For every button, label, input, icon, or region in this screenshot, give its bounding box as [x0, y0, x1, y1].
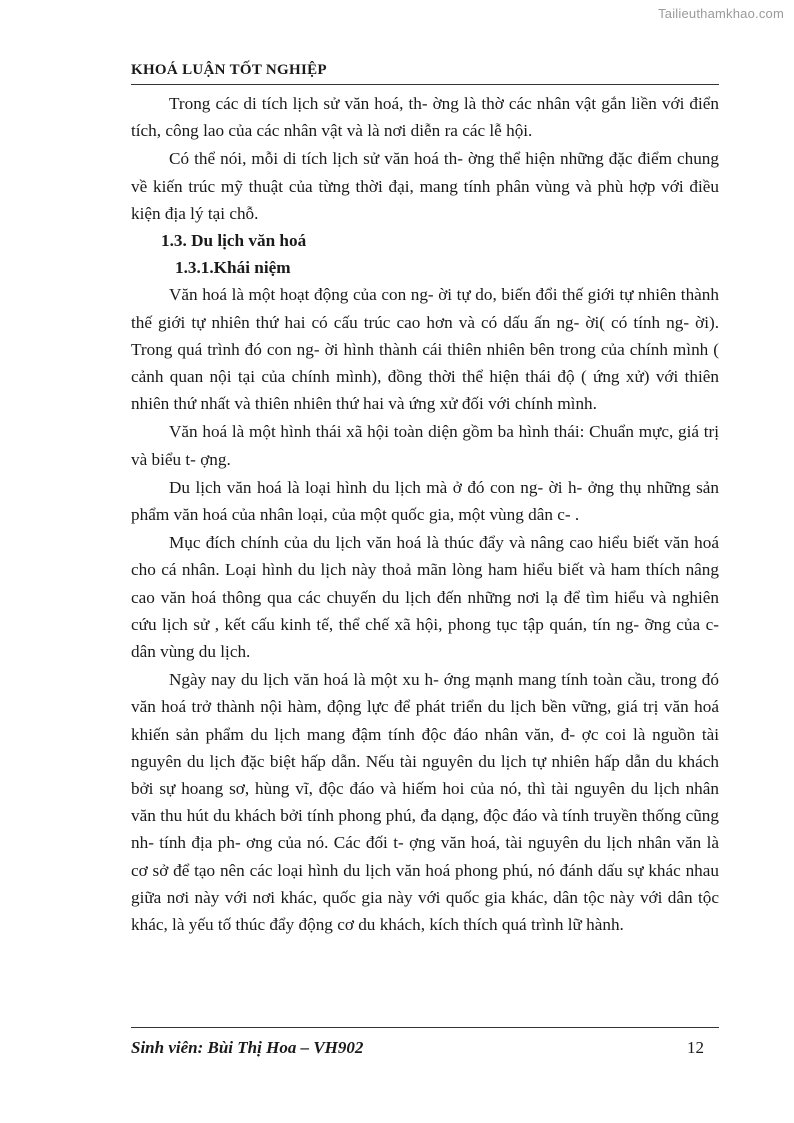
watermark-text: Tailieuthamkhao.com [658, 6, 784, 21]
paragraph-1: Trong các di tích lịch sử văn hoá, th- ờng là thờ các nhân vật gắn liền với điển tích, công lao của các nhân vật và là nơi diễn ra các lễ hội. [131, 94, 719, 141]
page-body [131, 90, 719, 938]
paragraph-4: Văn hoá là một hình thái xã hội toàn diện gồm ba hình thái: Chuẩn mực, giá trị và biểu t- ợng. [131, 422, 719, 469]
subsection-heading-1-3-1: 1.3.1.Khái niệm [175, 258, 291, 278]
page-number: 12 [687, 1038, 704, 1057]
paragraph-2: Có thể nói, mỗi di tích lịch sử văn hoá th- ờng thể hiện những đặc điểm chung về kiến trúc mỹ thuật của từng thời đại, mang tính phân vùng và phù hợp với điều kiện địa lý tại chỗ. [131, 149, 719, 223]
paragraph-3: Văn hoá là một hoạt động của con ng- ời tự do, biến đổi thế giới tự nhiên thành thế giới tự nhiên thứ hai có cấu trúc cao hơn và có dấu ấn ng- ời( có tính ng- ời). Trong quá trình đó con ng- ời hình thành cái thiên nhiên bên trong của chính mình ( cảnh quan nội tại của chính mình), đồng thời thể hiện thái độ ( ứng xử) với thiên nhiên thứ nhất và thiên nhiên thứ hai và ứng xử đối với chính mình. [131, 285, 719, 414]
running-header-title: KHOÁ LUẬN TỐT NGHIỆP [131, 62, 327, 78]
paragraph-5: Du lịch văn hoá là loại hình du lịch mà ở đó con ng- ời h- ởng thụ những sản phẩm văn hoá của nhân loại, của một quốc gia, một vùng dân c- . [131, 477, 719, 525]
header-divider [131, 84, 719, 85]
paragraph-6: Mục đích chính của du lịch văn hoá là thúc đẩy và nâng cao hiểu biết văn hoá cho cá nhân. Loại hình du lịch này thoả mãn lòng ham hiểu biết và ham thích nâng cao văn hoá thông qua các chuyến du lịch đến những nơi lạ để tìm hiểu và nghiên cứu lịch sử , kết cấu kinh tế, thể chế xã hội, phong tục tập quán, tín ng- ỡng của c- dân vùng du lịch. [131, 533, 719, 662]
footer-student-name: Sinh viên: Bùi Thị Hoa – VH902 [131, 1038, 364, 1057]
section-heading-1-3: 1.3. Du lịch văn hoá [161, 231, 307, 251]
footer-divider [131, 1027, 719, 1028]
paragraph-7: Ngày nay du lịch văn hoá là một xu h- ớng mạnh mang tính toàn cầu, trong đó văn hoá trở thành nội hàm, động lực để phát triển du lịch bền vững, giá trị văn hoá khiến sản phẩm du lịch mang đậm tính độc đáo nhân văn, đ- ợc coi là nguồn tài nguyên du lịch đặc biệt hấp dẫn. Nếu tài nguyên du lịch tự nhiên hấp dẫn du khách bởi sự hoang sơ, hùng vĩ, độc đáo và hiếm hoi của nó, thì tài nguyên du lịch nhân văn thu hút du khách bởi tính phong phú, đa dạng, độc đáo và tính truyền thống cũng nh- tính địa ph- ơng của nó. Các đối t- ợng văn hoá, tài nguyên du lịch nhân văn là cơ sở để tạo nên các loại hình du lịch văn hoá phong phú, nó đánh dấu sự khác nhau giữa nơi này với nơi khác, quốc gia này với quốc gia khác, dân tộc này với dân tộc khác, là yếu tố thúc đẩy động cơ du khách, kích thích quá trình lữ hành. [131, 670, 719, 935]
